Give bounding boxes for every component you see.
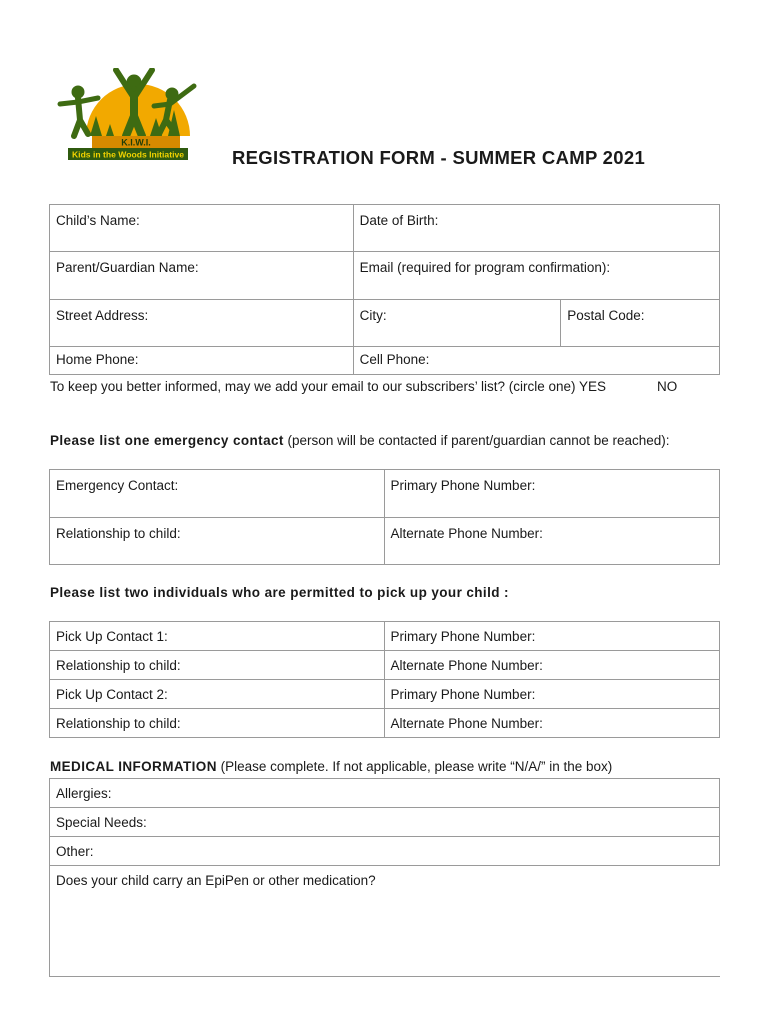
emergency-heading-bold: Please list one emergency contact [50,433,284,448]
city-field[interactable]: City: [353,299,561,346]
pickup-2-primary-phone-field[interactable]: Primary Phone Number: [384,680,719,709]
other-medical-field[interactable]: Other: [50,837,720,866]
pickup-table [49,621,720,738]
street-address-field[interactable]: Street Address: [50,299,354,346]
pickup-1-alternate-phone-field[interactable]: Alternate Phone Number: [384,651,719,680]
medical-heading-note: (Please complete. If not applicable, please write “N/A/” in the box) [216,759,613,774]
email-field[interactable]: Email (required for program confirmation): [353,252,719,299]
emergency-heading [50,433,670,448]
medical-heading-bold: MEDICAL INFORMATION [50,759,217,774]
postal-code-field[interactable]: Postal Code: [561,299,720,346]
kiwi-logo-graphic [50,68,198,164]
medical-heading [50,759,612,774]
pickup-1-primary-phone-field[interactable]: Primary Phone Number: [384,622,719,651]
subscribe-question: To keep you better informed, may we add your email to our subscribers’ list? (circle one) YES [50,379,606,394]
special-needs-field[interactable]: Special Needs: [50,808,720,837]
subscribe-no-option[interactable]: NO [657,379,678,394]
emergency-relationship-field[interactable]: Relationship to child: [50,517,385,565]
emergency-alternate-phone-field[interactable]: Alternate Phone Number: [384,517,719,565]
medical-table [49,778,720,977]
pickup-2-alternate-phone-field[interactable]: Alternate Phone Number: [384,709,719,738]
emergency-primary-phone-field[interactable]: Primary Phone Number: [384,470,719,518]
pickup-heading [50,585,509,600]
emergency-heading-note: (person will be contacted if parent/guardian cannot be reached): [283,433,670,448]
date-of-birth-field[interactable]: Date of Birth: [353,205,719,252]
page-title: REGISTRATION FORM - SUMMER CAMP 2021 [232,147,646,168]
pickup-contact-2-field[interactable]: Pick Up Contact 2: [50,680,385,709]
pickup-contact-1-field[interactable]: Pick Up Contact 1: [50,622,385,651]
cell-phone-field[interactable]: Cell Phone: [353,346,719,374]
emergency-contact-field[interactable]: Emergency Contact: [50,470,385,518]
epipen-field[interactable]: Does your child carry an EpiPen or other medication? [50,866,720,977]
allergies-field[interactable]: Allergies: [50,779,720,808]
parent-name-field[interactable]: Parent/Guardian Name: [50,252,354,299]
emergency-contact-table [49,469,720,565]
logo-org-name: Kids in the Woods Initiative [71,149,185,160]
kiwi-logo [50,68,198,164]
pickup-2-relationship-field[interactable]: Relationship to child: [50,709,385,738]
home-phone-field[interactable]: Home Phone: [50,346,354,374]
pickup-heading-text: Please list two individuals who are permitted to pick up your child : [50,585,509,600]
logo-acronym: K.I.W.I. [121,137,151,148]
child-info-table [49,204,720,375]
childs-name-field[interactable]: Child’s Name: [50,205,354,252]
pickup-1-relationship-field[interactable]: Relationship to child: [50,651,385,680]
